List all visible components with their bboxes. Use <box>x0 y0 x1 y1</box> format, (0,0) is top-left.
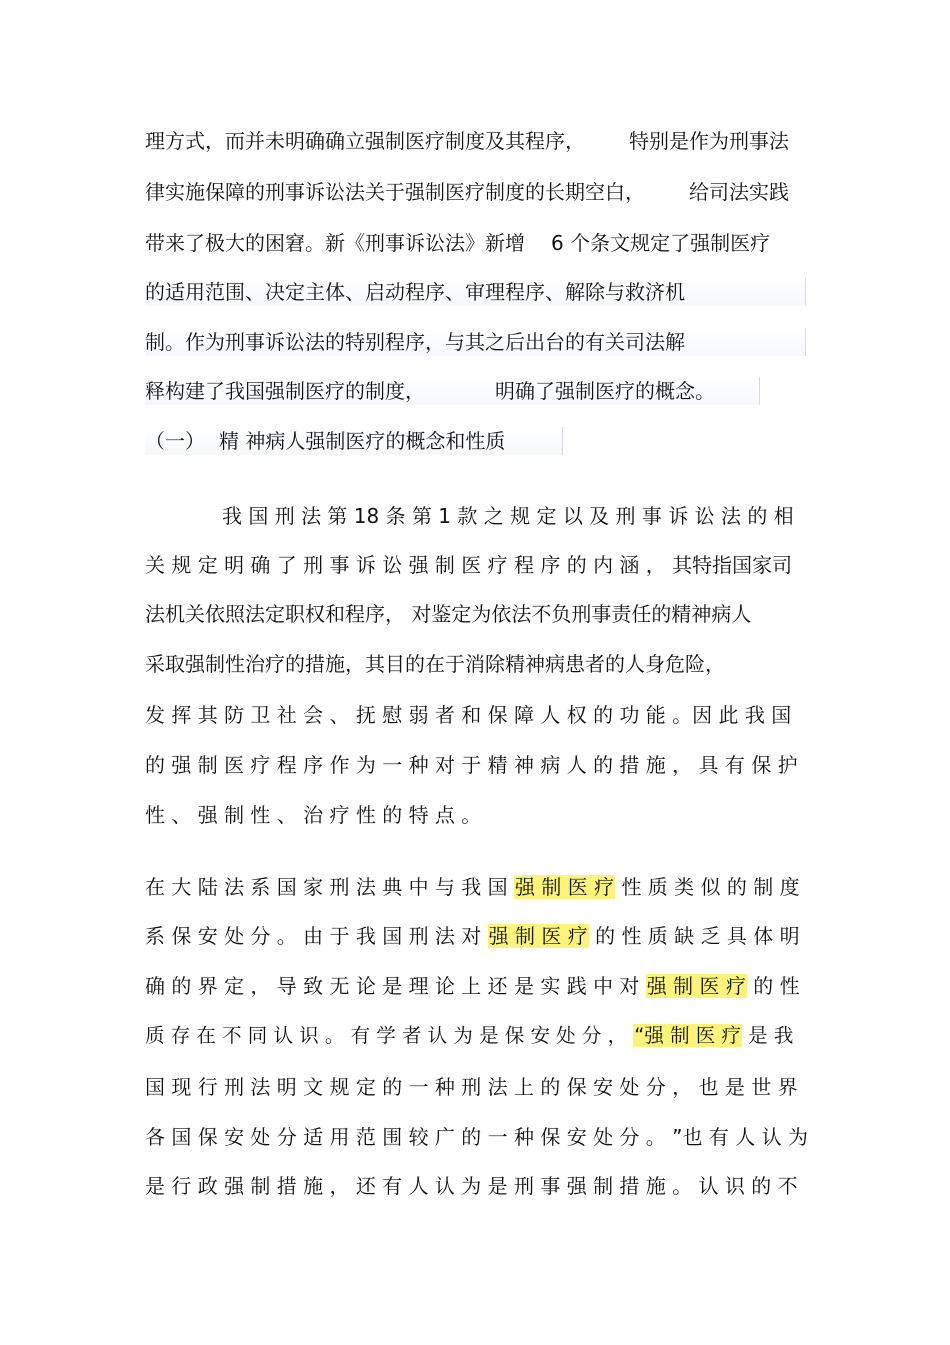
text-line <box>145 328 806 356</box>
text-segment: 的适用范围、决定主体、启动程序、审理程序、解除与救济机 <box>145 280 685 304</box>
highlighted-term: “强 制 医 疗 <box>634 1024 741 1047</box>
text-segment: 特别是作为刑事法 <box>629 129 789 153</box>
text-segment: 制。作为刑事诉讼法的特别程序，与其之后出台的有关司法解 <box>145 330 685 354</box>
text-segment: 系 保 安 处 分 。 由 于 我 国 刑 法 对 <box>145 924 488 948</box>
text-line: 采取强制性治疗的措施，其目的在于消除精神病患者的人身危险， <box>145 652 725 676</box>
text-line <box>145 377 760 405</box>
text-segment: 律实施保障的刑事诉讼法关于强制医疗制度的长期空白， <box>145 180 645 204</box>
text-segment: 明确了强制医疗的概念。 <box>495 379 715 403</box>
text-segment: 在 大 陆 法 系 国 家 刑 法 典 中 与 我 国 <box>145 875 515 899</box>
text-line: 法机关依照法定职权和程序， 对鉴定为依法不负刑事责任的精神病人 <box>145 602 752 626</box>
text-line: 各 国 保 安 处 分 适 用 范 围 较 广 的 一 种 保 安 处 分 。 ”也 有 人 认 为 <box>145 1125 808 1149</box>
text-segment: 6 个条文规定了强制医疗 <box>551 231 771 255</box>
text-segment: 的 性 质 缺 乏 具 体 明 <box>588 924 800 948</box>
section-number: （一） <box>145 429 205 453</box>
text-segment: 确 的 界 定 ， 导 致 无 论 是 理 论 上 还 是 实 践 中 对 <box>145 974 646 998</box>
text-line <box>145 178 789 206</box>
text-line <box>145 972 800 1000</box>
text-segment: 性 质 类 似 的 制 度 <box>615 875 800 899</box>
text-line <box>145 127 789 155</box>
highlighted-term: 强 制 医 疗 <box>646 974 746 998</box>
text-segment: 给司法实践 <box>689 180 789 204</box>
text-line: 国 现 行 刑 法 明 文 规 定 的 一 种 刑 法 上 的 保 安 处 分 ， 也 是 世 界 <box>145 1075 798 1099</box>
text-segment: 理方式，而并未明确确立强制医疗制度及其程序， <box>145 129 585 153</box>
text-line <box>145 278 806 306</box>
text-line: 是 行 政 强 制 措 施 ， 还 有 人 认 为 是 刑 事 强 制 措 施 。 认 识 的 不 <box>145 1174 798 1198</box>
text-segment: 是 我 <box>741 1024 794 1047</box>
text-line: 发 挥 其 防 卫 社 会 、 抚 慰 弱 者 和 保 障 人 权 的 功 能 。因 此 我 国 <box>145 703 792 727</box>
text-segment: 的 性 <box>746 974 800 998</box>
text-line <box>145 922 800 950</box>
text-line <box>145 873 800 901</box>
text-segment: 带来了极大的困窘。新《刑事诉讼法》新增 <box>145 231 525 255</box>
text-line: 关 规 定 明 确 了 刑 事 诉 讼 强 制 医 疗 程 序 的 内 涵 ， 其特指国家司 <box>145 553 793 577</box>
highlighted-term: 强 制 医 疗 <box>515 875 615 899</box>
text-segment: 质 存 在 不 同 认 识 。 有 学 者 认 为 是 保 安 处 分 ， <box>145 1024 634 1047</box>
text-line <box>145 1022 793 1050</box>
text-line <box>145 229 770 257</box>
text-line: 性 、 强 制 性 、 治 疗 性 的 特 点 。 <box>145 803 482 827</box>
section-title: 精 神病人强制医疗的概念和性质 <box>219 429 506 453</box>
section-heading <box>145 427 563 455</box>
highlighted-term: 强 制 医 疗 <box>488 924 588 948</box>
text-segment: 释构建了我国强制医疗的制度， <box>145 379 425 403</box>
text-line: 我 国 刑 法 第 18 条 第 1 款 之 规 定 以 及 刑 事 诉 讼 法 的 相 <box>222 504 794 528</box>
text-line: 的 强 制 医 疗 程 序 作 为 一 种 对 于 精 神 病 人 的 措 施 ， 具 有 保 护 <box>145 753 798 777</box>
